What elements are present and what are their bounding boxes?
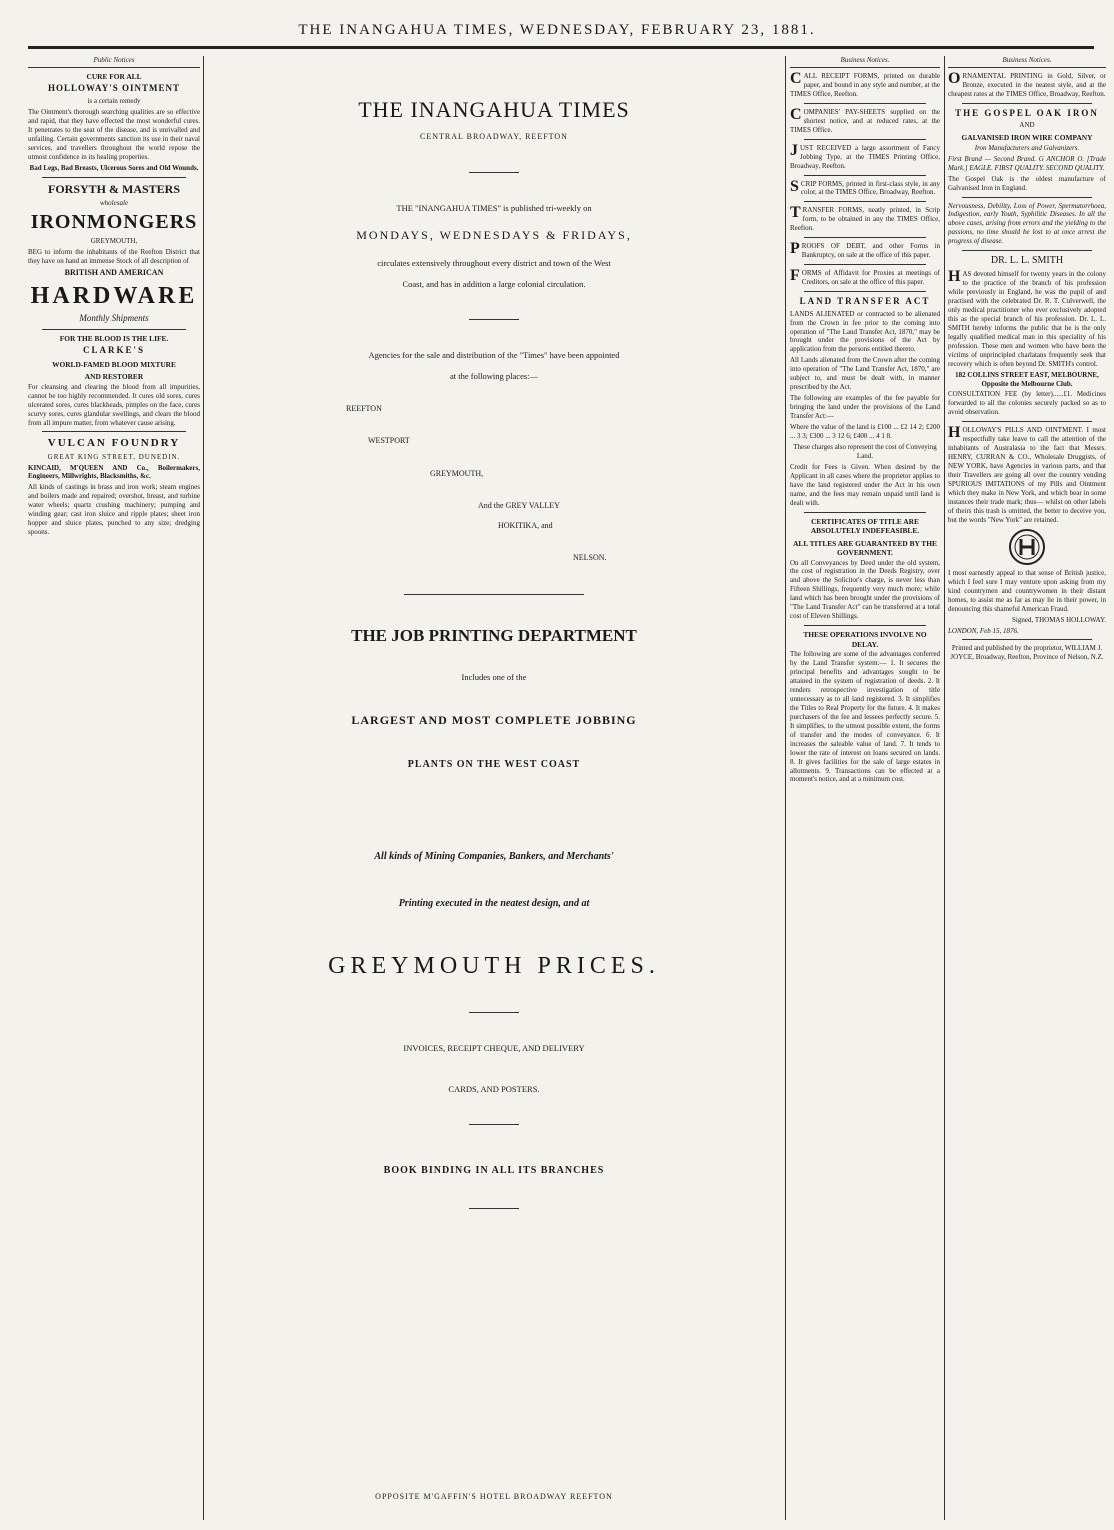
mining-text: All kinds of Mining Companies, Bankers, and Merchants'	[374, 851, 614, 863]
clarkes-title: CLARKE'S	[82, 345, 145, 356]
delay-heading: THESE OPERATIONS INVOLVE NO DELAY.	[803, 630, 927, 649]
hardware-title: HARDWARE	[30, 282, 198, 309]
office-footer: OPPOSITE M'GAFFIN'S HOTEL BROADWAY REEFTON	[375, 1491, 613, 1501]
column-rule	[203, 56, 204, 1520]
divider	[804, 139, 926, 140]
place-hokitika: HOKITIKA, and	[498, 521, 553, 531]
divider	[42, 177, 186, 178]
column-rule	[944, 56, 945, 1520]
ointment-subtitle: is a certain remedy	[87, 96, 141, 105]
divider	[42, 431, 186, 432]
consultation-fee: CONSULTATION FEE (by letter)......£1. Medicines forwarded to all the colonies securely packed so as to avoid observation.	[948, 390, 1106, 417]
wholesale-label: wholesale	[100, 198, 128, 207]
land-transfer-para-2: All Lands alienated from the Crown after the coming into operation of "The Land Transfer Act, 1870," are subject to, and must be dealt with, in manner prescribed by the Act.	[790, 356, 940, 392]
iron-manufacturers: Iron Manufacturers and Galvanizers.	[974, 143, 1080, 152]
divider	[804, 264, 926, 265]
printing-text: Printing executed in the neatest design, and at	[398, 898, 590, 910]
column-business-notices	[790, 56, 940, 1520]
places-intro: at the following places:—	[449, 371, 539, 382]
land-transfer-credit: Credit for Fees is Given. When desired by the Applicant in all cases where the proprietor applies to have the land registered under the Act in his own name, and the fees may remain unpaid until land is dealt with.	[790, 462, 940, 507]
divider	[469, 319, 519, 320]
guarantee-heading: ALL TITLES ARE GUARANTEED BY THE GOVERNMENT.	[793, 538, 937, 558]
mixture-body: For cleansing and clearing the blood from all impurities, cannot be too highly recommended. It cures old sores, cures ulcerated sores, cures blackheads, pimples on the face, cures scurvy sores, cures glandular swellings, and clears the blood from all impure matter, from whatever cause arising.	[28, 382, 200, 427]
top-rule	[28, 46, 1094, 49]
divider	[962, 197, 1092, 198]
column-rule	[785, 56, 786, 1520]
brand-marks: First Brand — Second Brand. G ANCHOR O. [Trade Mark.] EAGLE. FIRST QUALITY. SECOND QUALITY.	[948, 154, 1106, 172]
divider	[804, 291, 926, 292]
place-westport: WESTPORT	[368, 436, 410, 446]
newspaper-title: THE INANGAHUA TIMES	[358, 97, 630, 122]
divider	[804, 625, 926, 626]
doctor-body: HAS devoted himself for twenty years in the colony to the practice of the branch of his profession while previously in England, he was the pupil of and practised with the celebrated Dr. R. T. Culverwell, the only medical practitioner who ever exclusively adopted this as the special branch of his profession. Dr. L. L. SMITH hereby informs the public that he is the only legally qualified medical man in this speciality of his profession. These men and women who have been the victims of unprincipled charlatans frequently seek that recovery which is often beyond Dr. SMITH's control.	[948, 268, 1106, 368]
mixture-title: WORLD-FAMED BLOOD MIXTURE	[52, 359, 176, 369]
galvanised-title: GALVANISED IRON WIRE COMPANY	[961, 133, 1093, 143]
divider	[469, 172, 519, 173]
forsyth-body: BEG to inform the inhabitants of the Reefton District that they have on hand an immense Stock of all description of	[28, 248, 200, 266]
divider	[469, 1124, 519, 1125]
holloway-appeal: I most earnestly appeal to that sense of British justice, which I feel sure I may venture upon asking from my kind countrymen and countrywomen in their distant homes, to assist me as far as may lie in their power, in denouncing this shameful American Fraud.	[948, 568, 1106, 613]
land-transfer-para-1: LANDS ALIENATED or contracted to be alienated from the Crown in fee prior to the coming into operation of "The Land Transfer Act, 1870," may be brought under the provisions of the Act by application from the persons entitled thereto.	[790, 309, 940, 354]
column-times-advert	[208, 56, 780, 1520]
place-grey-valley: And the GREY VALLEY	[478, 500, 560, 510]
divider	[804, 512, 926, 513]
delay-body: The following are some of the advantages conferred by the Land Transfer system:— 1. It secures the principal benefits and advantages sought to be attained in the system of registration of deeds. 2. It renders retrospective investigation of title unnecessary as to all land registered. 3. It simplifies the Titles to Real Property for the future. 4. It makes purchasers of the fee and lessees perfectly secure. 5. It simplifies, to the utmost possible extent, the forms of transfer and the modes of conveyance. 6. It increases the saleable value of land. 7. It tends to lower the rate of interest on loans secured on lands. 8. It gives facilities for the sale of large estates in allotments. 9. Transactions can be effected at a moment's notice, and at a minimum cost.	[790, 650, 940, 784]
certificates-heading: CERTIFICATES OF TITLE ARE ABSOLUTELY INDEFEASIBLE.	[810, 516, 920, 536]
largest-text: LARGEST AND MOST COMPLETE JOBBING	[351, 713, 637, 728]
cure-heading: CURE FOR ALL	[86, 71, 142, 81]
forsyth-title: FORSYTH & MASTERS	[47, 181, 181, 196]
holloway-signature: Signed, THOMAS HOLLOWAY.	[1012, 615, 1106, 624]
publication-days: MONDAYS, WEDNESDAYS & FRIDAYS,	[356, 228, 632, 243]
masthead: THE INANGAHUA TIMES, WEDNESDAY, FEBRUARY 23, 1881.	[298, 22, 816, 38]
divider	[962, 103, 1092, 104]
column-business-notices-2	[948, 56, 1106, 1520]
holloway-seal-icon	[1008, 528, 1046, 566]
ointment-body: The Ointment's thorough searching qualities are so effective and rapid, that they have effected the most wonderful cures. It penetrates to the seat of the disease, and is unrivalled and unfailing. Certain governments sanction its use in their naval services, and travellers throughout the world repose the utmost confidence in its healing properties.	[28, 107, 200, 161]
column-header: Public Notices	[28, 56, 200, 68]
divider	[804, 201, 926, 202]
divider	[404, 594, 584, 595]
restorer-title: AND RESTORER	[84, 372, 144, 382]
place-nelson: NELSON.	[573, 553, 607, 563]
bad-legs-heading: Bad Legs, Bad Breasts, Ulcerous Sores and Old Wounds.	[29, 163, 199, 172]
british-american: BRITISH AND AMERICAN	[64, 268, 164, 278]
job-printing-heading: THE JOB PRINTING DEPARTMENT	[351, 625, 637, 645]
divider	[804, 237, 926, 238]
divider	[469, 1208, 519, 1209]
vulcan-address: GREAT KING STREET, DUNEDIN.	[47, 452, 181, 461]
plants-text: PLANTS ON THE WEST COAST	[407, 758, 581, 770]
holloway-notice: HOLLOWAY'S PILLS AND OINTMENT. I most respectfully take leave to call the attention of the inhabitants of Australasia to the fact that Messrs. HENRY, CURRAN & CO., Wholesale Druggists, of NEW YORK, have Agencies in various parts, and that their Travellers are going all over the country vending SPURIOUS IMITATIONS of my Pills and Ointment which they make in New York, and which bear in some instances their trade mark; thus— whilst on other labels of theirs this trash is omitted, the better to deceive you, but the words "New York" are retained.	[948, 424, 1106, 524]
ointment-title: HOLLOWAY'S OINTMENT	[48, 83, 180, 94]
invoices-text: INVOICES, RECEIPT CHEQUE, AND DELIVERY	[403, 1042, 585, 1053]
notice-affidavit-forms: FORMS of Affidavit for Proxies at meetings of Creditors, on sale at the office of this paper.	[790, 267, 940, 287]
column-public-notices	[28, 56, 200, 1520]
ironmongers-title: IRONMONGERS	[30, 210, 198, 233]
binding-text: BOOK BINDING IN ALL ITS BRANCHES	[383, 1165, 605, 1177]
column-header: Business Notices.	[948, 56, 1106, 68]
divider	[804, 103, 926, 104]
monthly-shipments: Monthly Shipments	[79, 313, 149, 324]
column-header: Business Notices.	[790, 56, 940, 68]
greymouth-prices: GREYMOUTH PRICES.	[328, 952, 660, 979]
land-transfer-fees: Where the value of the land is £100 ... £2 14 2; £200 ... 3 3; £300 ... 3 12 6; £400 ... 4 1 8.	[790, 423, 940, 441]
circulation-text: circulates extensively throughout every district and town of the West	[377, 257, 611, 268]
notice-proofs-of-debt: PROOFS OF DEBT, and other Forms in Bankruptcy, on sale at the office of this paper.	[790, 240, 940, 260]
notice-ornamental-printing: ORNAMENTAL PRINTING in Gold, Silver, or Bronze, executed in the neatest style, and at the cheapest rates at the TIMES Office, Broadway, Reefton.	[948, 69, 1106, 98]
greymouth-label: GREYMOUTH,	[90, 237, 138, 246]
blood-heading: FOR THE BLOOD IS THE LIFE.	[59, 333, 169, 343]
gospel-oak-body: The Gospel Oak is the oldest manufacture of Galvanised Iron in England.	[948, 174, 1106, 192]
notice-transfer-forms: TRANSFER FORMS, neatly printed, in Scrip form, to be obtained in any the TIMES Office, Reefton.	[790, 204, 940, 233]
divider	[469, 1012, 519, 1013]
divider	[962, 421, 1092, 422]
place-greymouth: GREYMOUTH,	[430, 468, 484, 478]
place-reefton: REEFTON	[346, 404, 382, 414]
printer-imprint: Printed and published by the proprietor, WILLIAM J. JOYCE, Broadway, Reefton, Province of Nelson, N.Z.	[950, 644, 1104, 662]
holloway-date: LONDON, Feb 15, 1876.	[948, 626, 1019, 635]
notice-pay-sheets: COMPANIES' PAY-SHEETS supplied on the shortest notice, and at reduced rates, at the TIMES Office.	[790, 105, 940, 134]
cards-text: CARDS, AND POSTERS.	[448, 1083, 540, 1094]
includes-text: Includes one of the	[461, 672, 527, 683]
divider	[42, 329, 186, 330]
kincaid-heading: KINCAID, M'QUEEN AND Co., Boilermakers, Engineers, Millwrights, Blacksmiths, &c.	[28, 463, 200, 481]
and-label: AND	[1019, 121, 1035, 130]
guarantee-body: On all Conveyances by Deed under the old system, the cost of registration in the Deeds Registry, over and above the Solicitor's charge, is never less than Fifteen Shillings, frequently very much more; while land which has been brought under the provisions of "The Land Transfer Act" can be transferred at a total cost of Eleven Shillings.	[790, 558, 940, 621]
land-transfer-para-3: The following are examples of the fee payable for bringing the land under the provisions of the Land Transfer Act:—	[790, 394, 940, 421]
land-transfer-heading: LAND TRANSFER ACT	[799, 296, 931, 307]
nervousness-notice: Nervousness, Debility, Loss of Power, Spermatorrhoea, Indigestion, early Youth, Syphilitic Diseases. In all the above cases, arising from errors and the yielding to the passions, no time should be lost to at once arrest the progress of disease.	[948, 201, 1106, 246]
newspaper-address: CENTRAL BROADWAY, REEFTON	[420, 132, 568, 142]
colonial-text: Coast, and has in addition a large colonial circulation.	[402, 278, 586, 289]
agency-text: Agencies for the sale and distribution of the "Times" have been appointed	[368, 350, 620, 361]
notice-call-receipt: CALL RECEIPT FORMS, printed on durable paper, and bound in any style and number, at the TIMES Office, Reefton.	[790, 69, 940, 98]
doctor-address: 182 COLLINS STREET EAST, MELBOURNE, Opposite the Melbourne Club.	[955, 370, 1099, 388]
divider	[962, 250, 1092, 251]
vulcan-title: VULCAN FOUNDRY	[47, 437, 181, 450]
notice-scrip-forms: SCRIP FORMS, printed in first-class style, in any color, at the TIMES Office, Broadway, Reefton.	[790, 177, 940, 197]
divider	[804, 175, 926, 176]
intro-text: THE "INANGAHUA TIMES" is published tri-weekly on	[396, 203, 592, 214]
notice-fancy-type: JUST RECEIVED a large assortment of Fancy Jobbing Type, at the TIMES Printing Office, Broadway, Reefton.	[790, 141, 940, 170]
doctor-name: DR. L. L. SMITH	[990, 255, 1064, 267]
kincaid-body: All kinds of castings in brass and iron work; steam engines and boilers made and repaired; overshot, breast, and turbine water wheels; quartz crushing machinery; pumping and winding gear; cast iron sluice and ripple plates; sheet iron hopper and sluice plates, punched to any size; dredging spoons.	[28, 483, 200, 537]
land-transfer-para-5: These charges also represent the cost of Conveying Land.	[793, 442, 937, 460]
divider	[962, 639, 1092, 640]
gospel-oak-title: THE GOSPEL OAK IRON	[955, 107, 1099, 118]
